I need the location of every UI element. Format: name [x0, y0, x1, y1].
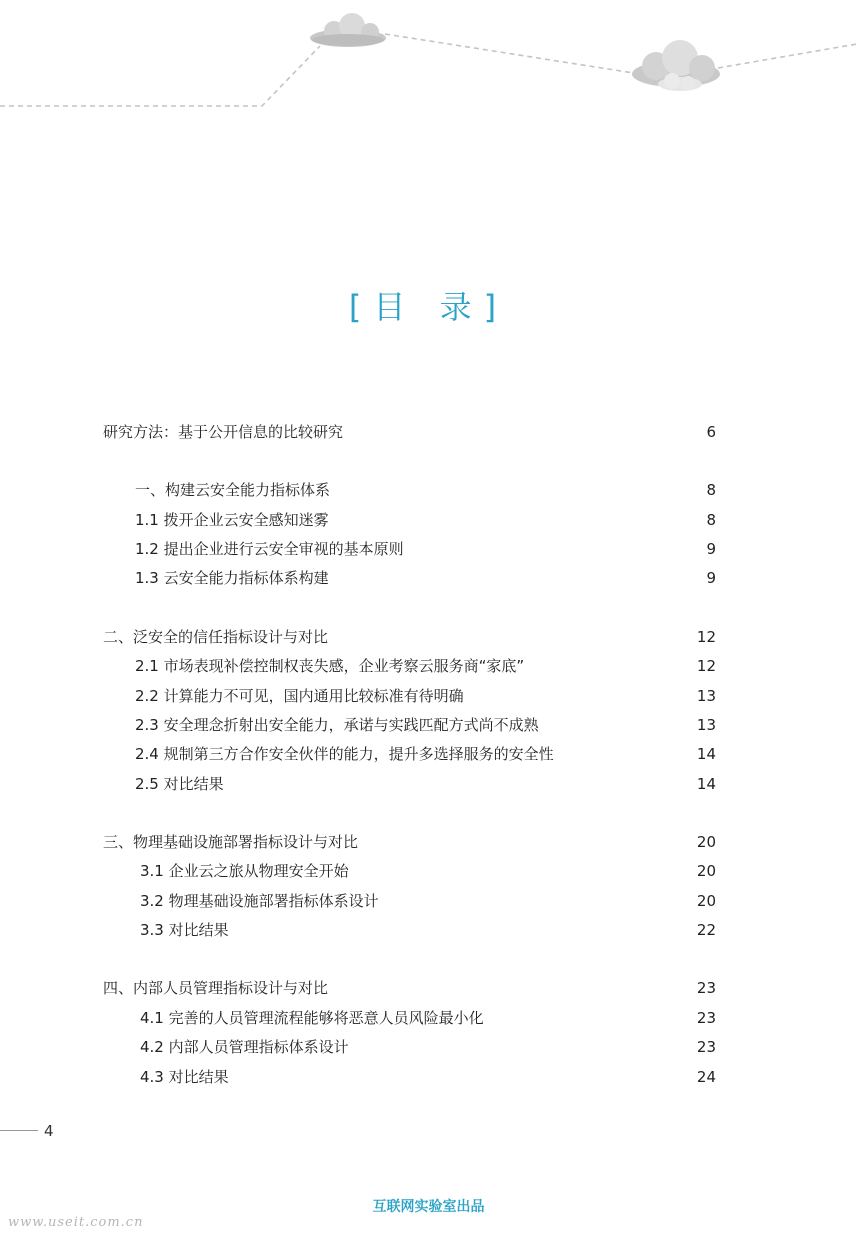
toc-entry-label: 研究方法：基于公开信息的比较研究	[103, 423, 344, 441]
toc-entry	[140, 1006, 716, 1030]
page-title: [目 录]	[348, 288, 509, 326]
toc-entry-page: 9	[706, 540, 716, 558]
cloud-icon	[632, 40, 720, 91]
toc-entry	[103, 420, 716, 444]
toc-entry-page: 8	[706, 511, 716, 529]
toc-entry-label: 一、构建云安全能力指标体系	[135, 481, 331, 499]
toc-entry-page: 22	[696, 921, 716, 939]
toc-entry-label: 2.1 市场表现补偿控制权丧失感，企业考察云服务商“家底”	[135, 657, 525, 675]
toc-entry	[140, 918, 716, 942]
toc-entry-page: 13	[696, 716, 716, 734]
toc-entry	[135, 713, 716, 737]
toc-entry	[135, 772, 716, 796]
toc-entry-page: 9	[706, 569, 716, 587]
publisher-credit: 互联网实验室出品	[372, 1199, 485, 1215]
page-number: 4	[44, 1122, 54, 1140]
toc-entry-label: 1.2 提出企业进行云安全审视的基本原则	[135, 540, 404, 558]
toc-entry-label: 4.2 内部人员管理指标体系设计	[140, 1038, 349, 1056]
toc-entry	[135, 537, 716, 561]
toc-entry	[135, 508, 716, 532]
toc-entry	[140, 1065, 716, 1089]
toc-entry-label: 三、物理基础设施部署指标设计与对比	[103, 833, 359, 851]
toc-entry-label: 4.1 完善的人员管理流程能够将恶意人员风险最小化	[140, 1009, 484, 1027]
toc-entry-label: 四、内部人员管理指标设计与对比	[103, 979, 329, 997]
toc-entry	[135, 684, 716, 708]
toc-entry	[140, 1035, 716, 1059]
toc-entry-page: 14	[696, 775, 716, 793]
toc-entry-page: 23	[696, 979, 716, 997]
toc-entry-page: 13	[696, 687, 716, 705]
toc-entry-page: 20	[696, 892, 716, 910]
cloud-decoration	[0, 0, 857, 140]
page-footer-number	[0, 1120, 80, 1142]
toc-entry-page: 20	[696, 862, 716, 880]
toc-entry-label: 2.3 安全理念折射出安全能力，承诺与实践匹配方式尚不成熟	[135, 716, 539, 734]
toc-entry-page: 20	[696, 833, 716, 851]
toc-entry-label: 2.5 对比结果	[135, 775, 224, 793]
cloud-icon	[310, 13, 386, 47]
toc-entry	[103, 976, 716, 1000]
toc-entry-page: 23	[696, 1038, 716, 1056]
toc-entry-label: 2.2 计算能力不可见，国内通用比较标准有待明确	[135, 687, 464, 705]
toc-entry-page: 12	[696, 657, 716, 675]
toc-entry	[135, 478, 716, 502]
toc-entry-label: 1.3 云安全能力指标体系构建	[135, 569, 329, 587]
toc-entry-page: 14	[696, 745, 716, 763]
watermark: www.useit.com.cn	[8, 1215, 144, 1230]
toc-entry-label: 1.1 拨开企业云安全感知迷雾	[135, 511, 329, 529]
toc-entry-page: 12	[696, 628, 716, 646]
toc-entry-page: 24	[696, 1068, 716, 1086]
toc-entry-label: 3.2 物理基础设施部署指标体系设计	[140, 892, 379, 910]
toc-entry-label: 3.3 对比结果	[140, 921, 229, 939]
toc-entry-label: 2.4 规制第三方合作安全伙伴的能力，提升多选择服务的安全性	[135, 745, 554, 763]
toc-entry-label: 4.3 对比结果	[140, 1068, 229, 1086]
toc-entry	[135, 654, 716, 678]
toc-entry	[140, 889, 716, 913]
toc-entry	[103, 830, 716, 854]
toc-entry	[103, 625, 716, 649]
toc-entry-page: 23	[696, 1009, 716, 1027]
toc-entry	[135, 566, 716, 590]
toc-entry-label: 二、泛安全的信任指标设计与对比	[103, 628, 329, 646]
toc-entry-page: 8	[706, 481, 716, 499]
toc-entry-label: 3.1 企业云之旅从物理安全开始	[140, 862, 349, 880]
toc-entry	[140, 859, 716, 883]
toc-entry-page: 6	[706, 423, 716, 441]
page-number-rule	[0, 1130, 38, 1131]
toc-entry	[135, 742, 716, 766]
